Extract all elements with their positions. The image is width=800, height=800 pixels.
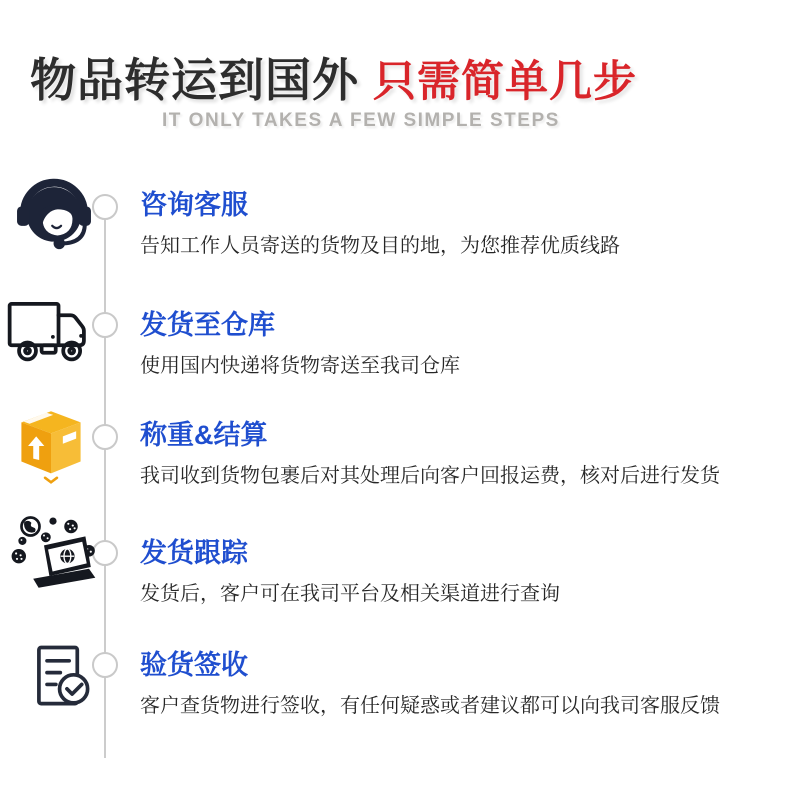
step-text xyxy=(140,190,800,259)
truck-icon xyxy=(4,296,98,377)
step-desc: 客户查货物进行签收，有任何疑惑或者建议都可以向我司客服反馈 xyxy=(140,695,720,717)
step-title: 发货至仓库 xyxy=(140,310,275,340)
page-title xyxy=(30,44,770,110)
step-desc: 发货后，客户可在我司平台及相关渠道进行查询 xyxy=(140,583,560,605)
step-text xyxy=(140,538,800,607)
inspection-icon xyxy=(33,642,95,723)
step-text xyxy=(140,310,800,379)
customer-service-icon xyxy=(10,166,98,259)
package-icon xyxy=(14,406,88,491)
step-desc: 告知工作人员寄送的货物及目的地，为您推荐优质线路 xyxy=(140,235,620,257)
step-title: 咨询客服 xyxy=(140,190,248,220)
step-title: 验货签收 xyxy=(140,650,248,680)
title-red: 只需简单几步 xyxy=(373,58,637,106)
tracking-icon xyxy=(8,513,98,608)
header xyxy=(30,44,770,131)
step-desc: 我司收到货物包裹后对其处理后向客户回报运费，核对后进行发货 xyxy=(140,465,720,487)
timeline-node-3 xyxy=(92,424,118,450)
title-black: 物品转运到国外 xyxy=(30,54,359,106)
step-text xyxy=(140,420,800,489)
step-title: 称重&结算 xyxy=(140,420,268,450)
step-title: 发货跟踪 xyxy=(140,538,248,568)
step-text xyxy=(140,650,800,719)
timeline-node-5 xyxy=(92,652,118,678)
subtitle: IT ONLY TAKES A FEW SIMPLE STEPS xyxy=(162,110,560,131)
step-desc: 使用国内快递将货物寄送至我司仓库 xyxy=(140,355,460,377)
